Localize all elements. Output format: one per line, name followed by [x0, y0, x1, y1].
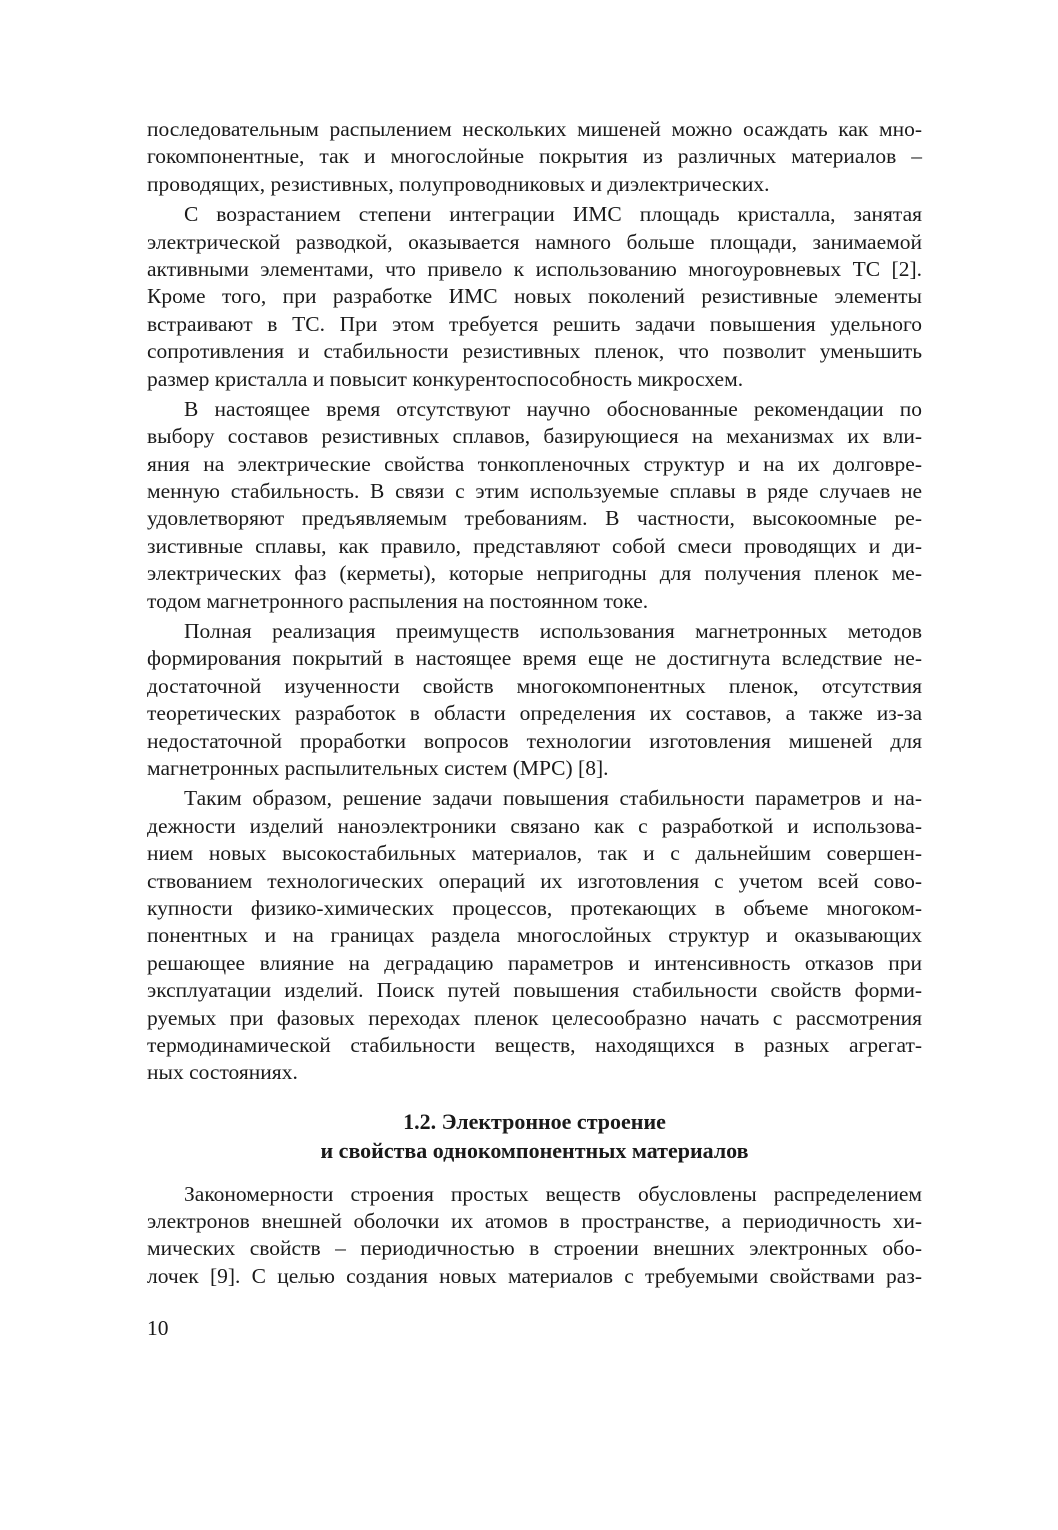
text-line: зистивные сплавы, как правило, представляют собой смеси проводящих и ди-	[147, 533, 922, 558]
text-line: электрических фаз (керметы), которые непригодны для получения пленок ме-	[147, 561, 922, 586]
page-body	[147, 116, 922, 1293]
text-line: теоретических разработок в области определения их составов, а также из-за	[147, 701, 922, 726]
text-line: гокомпонентные, так и многослойные покрытия из различных материалов –	[147, 144, 922, 169]
text-line: Кроме того, при разработке ИМС новых поколений резистивные элементы	[147, 284, 922, 309]
section-heading	[147, 1107, 922, 1165]
text-line: Закономерности строения простых веществ обусловлены распределением	[184, 1181, 922, 1206]
text-line: формирования покрытий в настоящее время еще не достигнута вследствие не-	[147, 646, 922, 671]
text-line: активными элементами, что привело к использованию многоуровневых ТС [2].	[147, 256, 922, 281]
text-line: решающее влияние на деградацию параметров и интенсивность отказов при	[147, 950, 922, 975]
text-line: Полная реализация преимуществ использования магнетронных методов	[184, 619, 922, 644]
text-line: понентных и на границах раздела многослойных структур и оказывающих	[147, 923, 922, 948]
paragraph	[147, 201, 922, 393]
text-line: магнетронных распылительных систем (МРС) [8].	[147, 755, 609, 780]
text-line: менную стабильность. В связи с этим используемые сплавы в ряде случаев не	[147, 479, 922, 504]
paragraph	[147, 116, 922, 198]
text-line: размер кристалла и повысит конкурентоспособность микросхем.	[147, 366, 744, 391]
text-line: нием новых высокостабильных материалов, так и с дальнейшим совершен-	[147, 841, 922, 866]
paragraph	[147, 785, 922, 1086]
text-line: электронов внешней оболочки их атомов в пространстве, а периодичность хи-	[147, 1209, 922, 1234]
text-line: дежности изделий наноэлектроники связано как с разработкой и использова-	[147, 813, 922, 838]
text-line: электрической разводкой, оказывается намного больше площади, занимаемой	[147, 229, 922, 254]
text-line: термодинамической стабильности веществ, находящихся в разных агрегат-	[147, 1032, 922, 1057]
text-line: мических свойств – периодичностью в строении внешних электронных обо-	[147, 1236, 922, 1261]
page-number: 10	[147, 1316, 169, 1340]
text-line: недостаточной проработки вопросов технологии изготовления мишеней для	[147, 728, 922, 753]
paragraph	[147, 396, 922, 615]
text-line: тодом магнетронного распыления на постоянном токе.	[147, 588, 649, 613]
text-line: встраивают в ТС. При этом требуется решить задачи повышения удельного	[147, 311, 922, 336]
paragraph	[147, 1181, 922, 1291]
text-line: купности физико-химических процессов, протекающих в объеме многоком-	[147, 895, 922, 920]
text-line: эксплуатации изделий. Поиск путей повышения стабильности свойств форми-	[147, 978, 922, 1003]
text-line: С возрастанием степени интеграции ИМС площадь кристалла, занятая	[184, 202, 922, 227]
text-line: сопротивления и стабильности резистивных пленок, что позволит уменьшить	[147, 339, 922, 364]
text-line: Таким образом, решение задачи повышения стабильности параметров и на-	[184, 786, 922, 811]
text-line: ствованием технологических операций их изготовления с учетом всей сово-	[147, 868, 922, 893]
text-line: яния на электрические свойства тонкопленочных структур и на их долговре-	[147, 451, 922, 476]
text-line: удовлетворяют предъявляемым требованиям. В частности, высокоомные ре-	[147, 506, 922, 531]
text-line: лочек [9]. С целью создания новых материалов с требуемыми свойствами раз-	[147, 1263, 922, 1288]
text-line: ных состояниях.	[147, 1060, 298, 1085]
text-line: выбору составов резистивных сплавов, базирующиеся на механизмах их вли-	[147, 424, 922, 449]
text-line: проводящих, резистивных, полупроводниковых и диэлектрических.	[147, 171, 770, 196]
text-line: руемых при фазовых переходах пленок целесообразно начать с рассмотрения	[147, 1005, 922, 1030]
text-line: В настоящее время отсутствуют научно обоснованные рекомендации по	[184, 396, 922, 421]
paragraph	[147, 618, 922, 782]
section-heading-line-1: 1.2. Электронное строение	[403, 1108, 666, 1134]
text-line: последовательным распылением нескольких мишеней можно осаждать как мно-	[147, 117, 922, 141]
text-line: достаточной изученности свойств многокомпонентных пленок, отсутствия	[147, 673, 922, 698]
section-heading-line-2: и свойства однокомпонентных материалов	[320, 1137, 749, 1163]
